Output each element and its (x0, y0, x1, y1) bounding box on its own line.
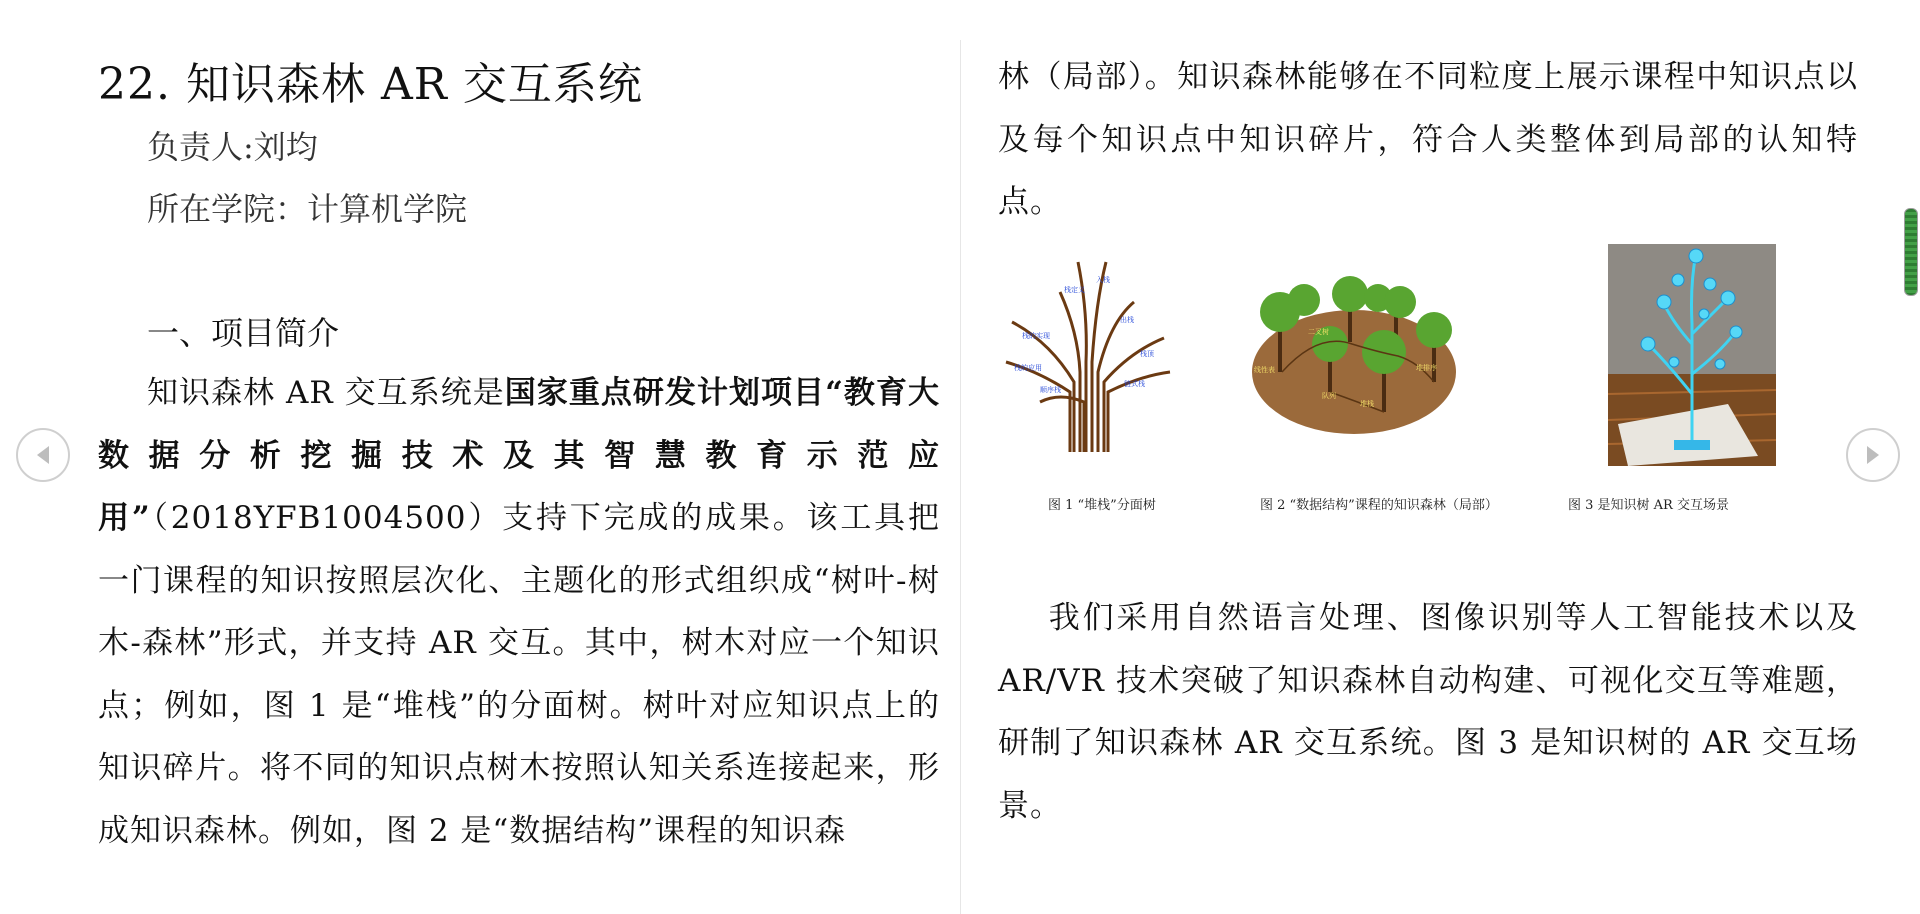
project-college: 所在学院：计算机学院 (147, 190, 468, 228)
svg-text:栈顶: 栈顶 (1140, 350, 1154, 358)
intro-text-rest: （2018YFB1004500）支持下完成的成果。该工具把一门课程的知识按照层次化、主题化的形式组织成“树叶-树木-森林”形式，并支持 AR 交互。其中，树木对应一个知识点；例如，图 1 是“堆栈”的分面树。树叶对应知识点上的知识碎片。将不同的知识点树木按照认知关系连接起来，形成知识森林。例如，图 2 是“数据结构”课程的知识森 (98, 500, 940, 849)
svg-text:链式栈: 链式栈 (1124, 380, 1145, 388)
svg-text:栈定义: 栈定义 (1064, 286, 1085, 294)
prev-page-button[interactable] (16, 428, 70, 482)
project-owner: 负责人:刘均 (147, 128, 318, 166)
svg-text:栈的应用: 栈的应用 (1014, 364, 1042, 372)
figure-2-caption: 图 2 “数据结构”课程的知识森林（局部） (1260, 498, 1498, 513)
svg-text:线性表: 线性表 (1254, 366, 1275, 374)
svg-text:队列: 队列 (1322, 392, 1336, 400)
scrollbar-thumb[interactable] (1904, 208, 1918, 296)
method-text: 我们采用自然语言处理、图像识别等人工智能技术以及 AR/VR 技术突破了知识森林自动构建、可视化交互等难题，研制了知识森林 AR 交互系统。图 3 是知识树的 AR 交互场景。 (998, 600, 1858, 824)
svg-text:顺序栈: 顺序栈 (1040, 386, 1061, 394)
svg-text:栈的实现: 栈的实现 (1022, 332, 1050, 340)
chevron-left-icon (33, 444, 53, 466)
intro-project-name: 国家重点研发计划项目“教育大数据分析挖掘技术及其智慧教育示范应用” (98, 375, 940, 536)
svg-text:堆栈: 堆栈 (1360, 400, 1374, 408)
intro-text-start: 知识森林 AR 交互系统是 (147, 375, 505, 411)
right-page (960, 0, 1920, 914)
page-title: 22. 知识森林 AR 交互系统 (98, 59, 643, 110)
svg-text:堆排序: 堆排序 (1416, 364, 1437, 372)
chevron-right-icon (1863, 444, 1883, 466)
figure-3-caption: 图 3 是知识树 AR 交互场景 (1568, 498, 1729, 513)
continued-paragraph: 林（局部）。知识森林能够在不同粒度上展示课程中知识点以及每个知识点中知识碎片，符合人类整体到局部的认知特点。 (998, 59, 1858, 220)
facet-tree-figure (1000, 252, 1172, 452)
svg-text:出栈: 出栈 (1120, 316, 1134, 324)
intro-paragraph (98, 362, 940, 862)
ar-scene-figure (1608, 244, 1776, 466)
section-heading: 一、项目简介 (147, 314, 340, 352)
knowledge-forest-figure (1248, 272, 1460, 440)
svg-text:入栈: 入栈 (1096, 276, 1110, 284)
figure-1-caption: 图 1 “堆栈”分面树 (1048, 498, 1156, 513)
method-paragraph (998, 587, 1858, 837)
svg-text:二叉树: 二叉树 (1308, 328, 1329, 336)
next-page-button[interactable] (1846, 428, 1900, 482)
